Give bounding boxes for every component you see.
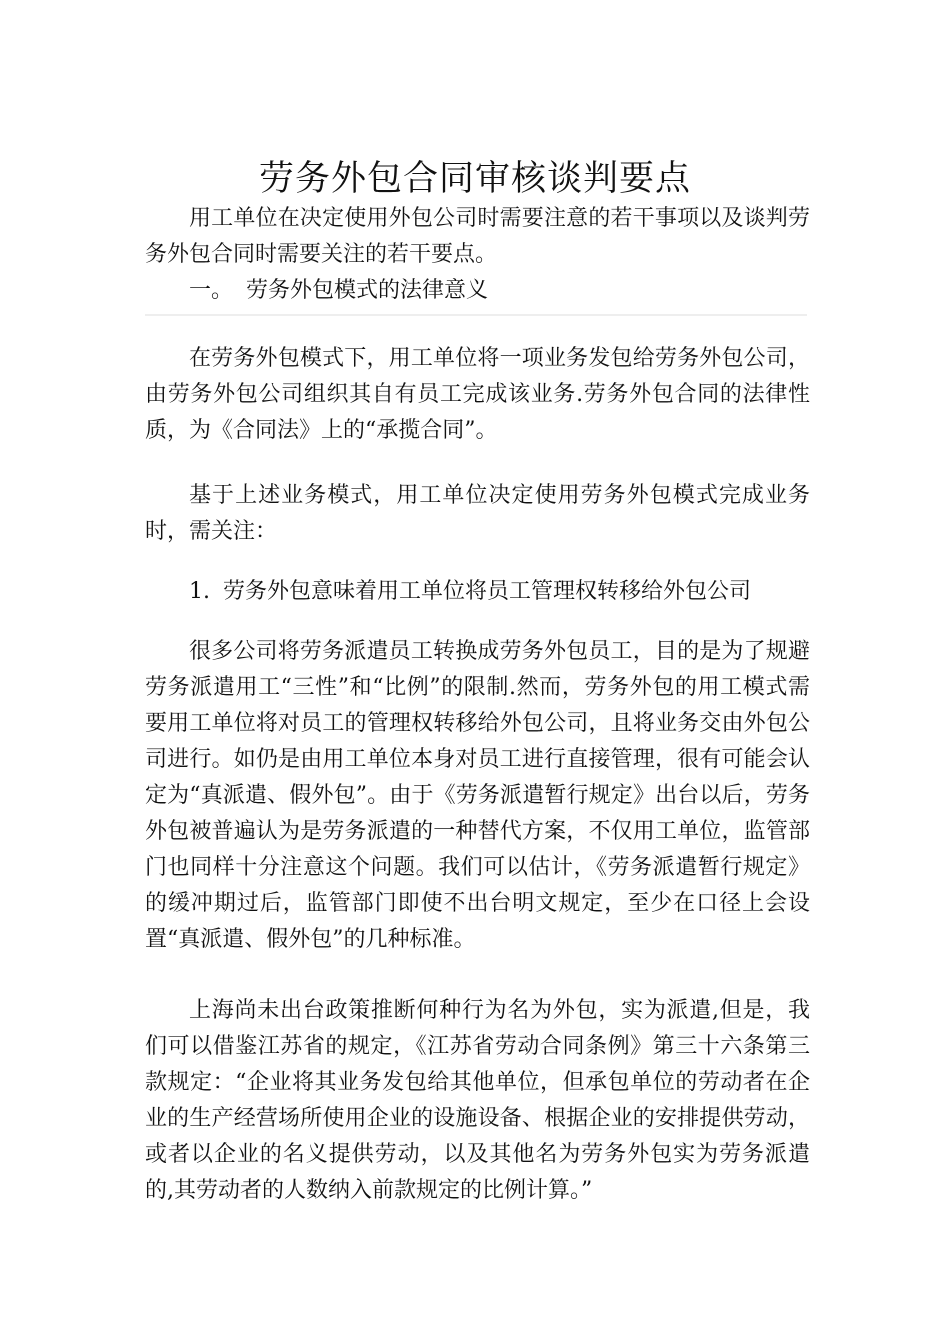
section-title: 劳务外包模式的法律意义 — [246, 278, 489, 303]
paragraph-attention: 基于上述业务模式，用工单位决定使用劳务外包模式完成业务时，需关注： — [145, 483, 810, 544]
intro-paragraph: 用工单位在决定使用外包公司时需要注意的若干事项以及谈判劳务外包合同时需要关注的若干要点。 — [145, 206, 810, 267]
divider — [145, 314, 807, 316]
document-title: 劳务外包合同审核谈判要点 — [258, 159, 691, 199]
section-heading — [189, 273, 488, 309]
paragraph-jiangsu-regulation: 上海尚未出台政策推断何种行为名为外包，实为派遣,但是，我们可以借鉴江苏省的规定，《江苏省劳动合同条例》第三十六条第三款规定：“企业将其业务发包给其他单位，但承包单位的劳动者在企业的生产经营场所使用企业的设施设备、根据企业的安排提供劳动，或者以企业的名义提供劳动，以及其他名为劳务外包实为劳务派遣的,其劳动者的人数纳入前款规定的比例计算。” — [145, 998, 810, 1203]
list-item-text: 劳务外包意味着用工单位将员工管理权转移给外包公司 — [223, 579, 752, 604]
paragraph-outsourcing-mode: 在劳务外包模式下，用工单位将一项业务发包给劳务外包公司，由劳务外包公司组织其自有员工完成该业务.劳务外包合同的法律性质，为《合同法》上的“承揽合同”。 — [145, 346, 810, 443]
list-item-number: 1. — [189, 579, 210, 604]
section-number: 一。 — [189, 278, 234, 303]
paragraph-management-transfer: 很多公司将劳务派遣员工转换成劳务外包员工，目的是为了规避劳务派遣用工“三性”和“比例”的限制.然而，劳务外包的用工模式需要用工单位将对员工的管理权转移给外包公司，且将业务交由外包公司进行。如仍是由用工单位本身对员工进行直接管理，很有可能会认定为“真派遣、假外包”。由于《劳务派遣暂行规定》出台以后，劳务外包被普遍认为是劳务派遣的一种替代方案，不仅用工单位，监管部门也同样十分注意这个问题。我们可以估计，《劳务派遣暂行规定》的缓冲期过后，监管部门即使不出台明文规定，至少在口径上会设置“真派遣、假外包”的几种标准。 — [145, 639, 810, 952]
list-item — [189, 574, 751, 610]
